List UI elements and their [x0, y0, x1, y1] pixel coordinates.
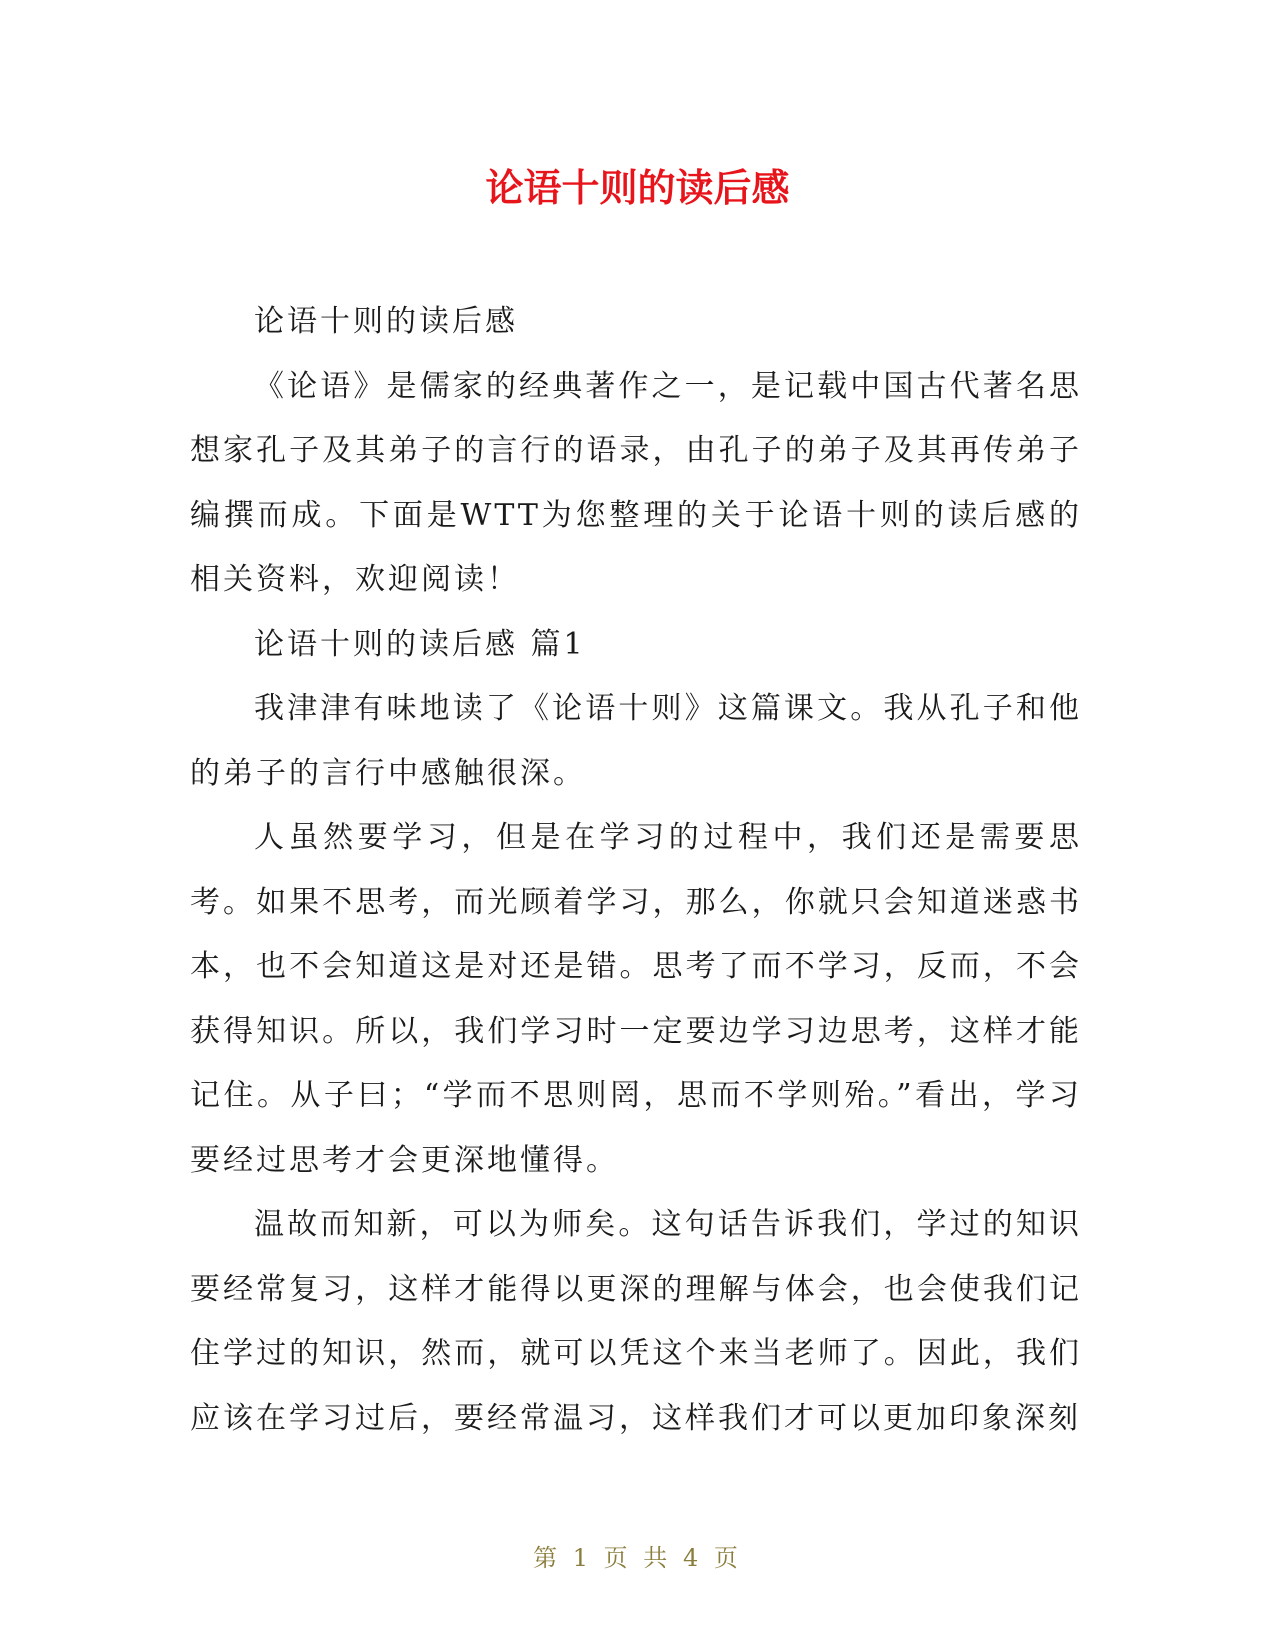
document-title: 论语十则的读后感 [485, 166, 790, 210]
paragraph-body: 我津津有味地读了《论语十则》这篇课文。我从孔子和他的弟子的言行中感触很深。 [190, 691, 1082, 791]
paragraph-heading: 论语十则的读后感 [254, 304, 518, 339]
page-footer: 第 1 页 共 4 页 [533, 1544, 742, 1572]
paragraph-body: 温故而知新，可以为师矣。这句话告诉我们，学过的知识要经常复习，这样才能得以更深的理解与体会，也会使我们记住学过的知识，然而，就可以凭这个来当老师了。因此，我们应该在学习过后，要经常温习，这样我们才可以更加印象深刻 [190, 1207, 1082, 1436]
paragraph-intro: 《论语》是儒家的经典著作之一，是记载中国古代著名思想家孔子及其弟子的言行的语录，由孔子的弟子及其再传弟子编撰而成。下面是WTT为您整理的关于论语十则的读后感的相关资料，欢迎阅读！ [190, 368, 1082, 597]
document-body [190, 290, 1082, 1451]
paragraph-section-title: 论语十则的读后感 篇1 [254, 626, 586, 662]
paragraph-body: 人虽然要学习，但是在学习的过程中，我们还是需要思考。如果不思考，而光顾着学习，那么，你就只会知道迷惑书本，也不会知道这是对还是错。思考了而不学习，反而，不会获得知识。所以，我们学习时一定要边学习边思考，这样才能记住。从子曰；“学而不思则罔，思而不学则殆。”看出，学习要经过思考才会更深地懂得。 [190, 820, 1082, 1178]
